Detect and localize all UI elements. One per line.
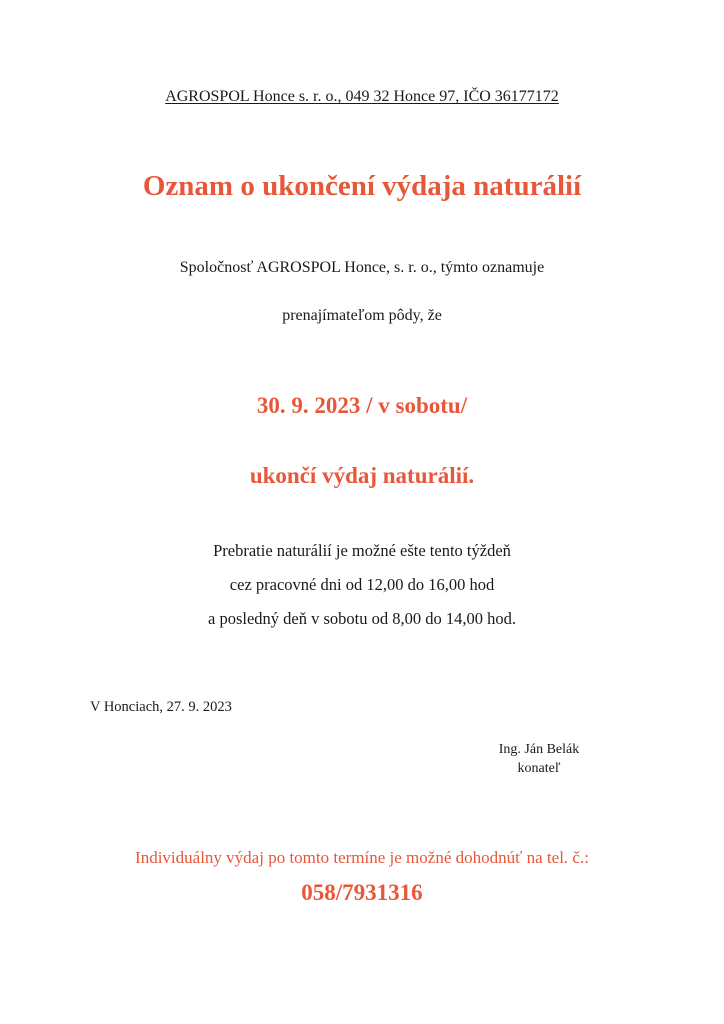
- signatory-name: Ing. Ján Belák: [498, 742, 580, 757]
- signature-block: [484, 740, 594, 778]
- individual-pickup-note: Individuálny výdaj po tomto termíne je možné dohodnúť na tel. č.:: [135, 848, 589, 867]
- details-line-2: cez pracovné dni od 12,00 do 16,00 hod: [229, 575, 495, 594]
- end-action: ukončí výdaj naturálií.: [249, 463, 475, 488]
- end-date: 30. 9. 2023 / v sobotu/: [256, 393, 468, 418]
- signatory-role: konateľ: [517, 761, 561, 776]
- intro-line-2: prenajímateľom pôdy, že: [282, 307, 442, 324]
- notice-title: Oznam o ukončení výdaja naturálií: [142, 170, 582, 202]
- intro-line-1: Spoločnosť AGROSPOL Honce, s. r. o., týmto oznamuje: [179, 259, 545, 276]
- place-and-date: V Honciach, 27. 9. 2023: [90, 699, 232, 715]
- details-line-3: a posledný deň v sobotu od 8,00 do 14,00 hod.: [208, 609, 516, 628]
- details-line-1: Prebratie naturálií je možné ešte tento týždeň: [213, 541, 511, 560]
- company-header: AGROSPOL Honce s. r. o., 049 32 Honce 97, IČO 36177172: [165, 88, 559, 105]
- phone-number: 058/7931316: [301, 880, 423, 905]
